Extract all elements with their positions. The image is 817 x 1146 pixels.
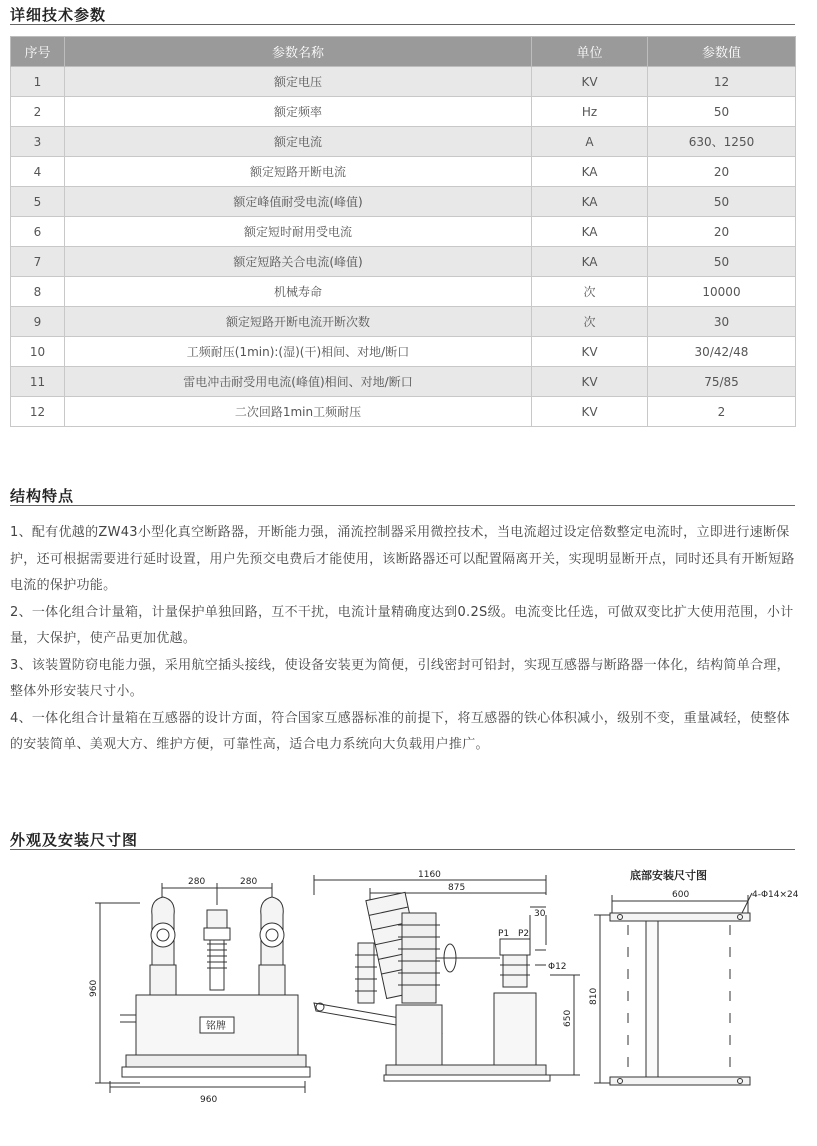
params-section-title: 详细技术参数 xyxy=(10,6,107,24)
header-unit: 单位 xyxy=(532,37,648,67)
table-row xyxy=(11,127,796,157)
cell-value: 50 xyxy=(648,97,796,127)
table-row xyxy=(11,187,796,217)
cell-unit: KV xyxy=(532,67,648,97)
side-dim-phi12: Φ12 xyxy=(548,962,567,972)
cell-value: 30 xyxy=(648,307,796,337)
side-dim-1160: 1160 xyxy=(418,870,441,880)
cell-value: 75/85 xyxy=(648,367,796,397)
cell-unit: KV xyxy=(532,337,648,367)
cell-unit: 次 xyxy=(532,277,648,307)
drawing-section-title: 外观及安装尺寸图 xyxy=(10,831,139,849)
side-label-p2: P2 xyxy=(518,929,530,939)
installation-drawing xyxy=(0,855,817,1146)
side-dim-875: 875 xyxy=(448,883,466,893)
header-index: 序号 xyxy=(11,37,65,67)
cell-name: 工频耐压(1min):(湿)(干)相间、对地/断口 xyxy=(65,337,532,367)
cell-index: 5 xyxy=(11,187,65,217)
cell-unit: KA xyxy=(532,157,648,187)
cell-index: 3 xyxy=(11,127,65,157)
table-row xyxy=(11,97,796,127)
table-row xyxy=(11,397,796,427)
cell-name: 额定电流 xyxy=(65,127,532,157)
cell-index: 8 xyxy=(11,277,65,307)
cell-unit: Hz xyxy=(532,97,648,127)
cell-index: 9 xyxy=(11,307,65,337)
side-label-p1: P1 xyxy=(498,929,510,939)
nameplate-label: 铭牌 xyxy=(206,1021,226,1032)
front-dim-280-left: 280 xyxy=(188,877,206,887)
feature-paragraph-1: 1、配有优越的ZW43小型化真空断路器，开断能力强，涌流控制器采用微控技术，当电流超过设定倍数整定电流时，立即进行速断保护，还可根据需要进行延时设置，用户先预交电费后才能使用，该断路器还可以配置隔离开关，实现明显断开点，同时还具有开断短路电流的保护功能。 xyxy=(10,525,795,593)
cell-unit: 次 xyxy=(532,307,648,337)
header-param-name: 参数名称 xyxy=(65,37,532,67)
header-value: 参数值 xyxy=(648,37,796,67)
cell-index: 7 xyxy=(11,247,65,277)
cell-value: 50 xyxy=(648,247,796,277)
cell-value: 30/42/48 xyxy=(648,337,796,367)
table-row xyxy=(11,337,796,367)
feature-paragraph-4: 4、一体化组合计量箱在互感器的设计方面，符合国家互感器标准的前提下，将互感器的铁心体积减小，级别不变，重量减轻，使整体的安装简单、美观大方、维护方便，可靠性高，适合电力系统向大负载用户推广。 xyxy=(10,710,790,752)
cell-value: 10000 xyxy=(648,277,796,307)
cell-name: 额定短路关合电流(峰值) xyxy=(65,247,532,277)
feature-paragraph-3: 3、该装置防窃电能力强，采用航空插头接线，使设备安装更为简便，引线密封可铅封，实现互感器与断路器一体化，结构简单合理，整体外形安装尺寸小。 xyxy=(10,657,790,699)
cell-unit: KV xyxy=(532,367,648,397)
table-row xyxy=(11,217,796,247)
cell-unit: KA xyxy=(532,247,648,277)
front-dim-280-right: 280 xyxy=(240,877,258,887)
bottom-dim-810: 810 xyxy=(589,987,599,1005)
features-text xyxy=(10,520,800,759)
side-dim-30: 30 xyxy=(534,909,546,919)
drawing-title-rule xyxy=(10,849,795,850)
side-view xyxy=(314,875,580,1081)
bottom-dim-600: 600 xyxy=(672,890,690,900)
bottom-holes-label: 4-Φ14×24 xyxy=(752,890,799,900)
cell-index: 12 xyxy=(11,397,65,427)
bottom-view xyxy=(594,893,752,1085)
cell-name: 雷电冲击耐受用电流(峰值)相间、对地/断口 xyxy=(65,367,532,397)
cell-value: 630、1250 xyxy=(648,127,796,157)
cell-name: 额定电压 xyxy=(65,67,532,97)
side-dim-650: 650 xyxy=(563,1009,573,1027)
params-title-rule xyxy=(10,24,795,25)
cell-unit: KV xyxy=(532,397,648,427)
cell-name: 二次回路1min工频耐压 xyxy=(65,397,532,427)
cell-name: 额定频率 xyxy=(65,97,532,127)
front-view xyxy=(95,883,310,1093)
cell-name: 额定峰值耐受电流(峰值) xyxy=(65,187,532,217)
cell-unit: KA xyxy=(532,217,648,247)
cell-value: 20 xyxy=(648,157,796,187)
cell-index: 10 xyxy=(11,337,65,367)
cell-name: 额定短路开断电流开断次数 xyxy=(65,307,532,337)
table-row xyxy=(11,367,796,397)
cell-value: 2 xyxy=(648,397,796,427)
table-row xyxy=(11,277,796,307)
cell-name: 额定短路开断电流 xyxy=(65,157,532,187)
cell-value: 12 xyxy=(648,67,796,97)
cell-index: 11 xyxy=(11,367,65,397)
bottom-view-title: 底部安装尺寸图 xyxy=(630,869,707,882)
cell-value: 20 xyxy=(648,217,796,247)
cell-index: 2 xyxy=(11,97,65,127)
cell-value: 50 xyxy=(648,187,796,217)
feature-paragraph-2: 2、一体化组合计量箱，计量保护单独回路，互不干扰，电流计量精确度达到0.2S级。电流变比任选，可做双变比扩大使用范围，小计量，大保护，使产品更加优越。 xyxy=(10,604,794,646)
front-dim-960-height: 960 xyxy=(89,979,99,997)
parameters-table xyxy=(10,36,796,427)
cell-unit: A xyxy=(532,127,648,157)
cell-unit: KA xyxy=(532,187,648,217)
cell-index: 6 xyxy=(11,217,65,247)
front-dim-960-width: 960 xyxy=(200,1095,218,1105)
features-section-title: 结构特点 xyxy=(10,487,75,505)
cell-name: 机械寿命 xyxy=(65,277,532,307)
table-row xyxy=(11,307,796,337)
table-row xyxy=(11,247,796,277)
cell-name: 额定短时耐用受电流 xyxy=(65,217,532,247)
cell-index: 4 xyxy=(11,157,65,187)
features-title-rule xyxy=(10,505,795,506)
table-row xyxy=(11,67,796,97)
cell-index: 1 xyxy=(11,67,65,97)
table-header-row xyxy=(11,37,796,67)
table-row xyxy=(11,157,796,187)
